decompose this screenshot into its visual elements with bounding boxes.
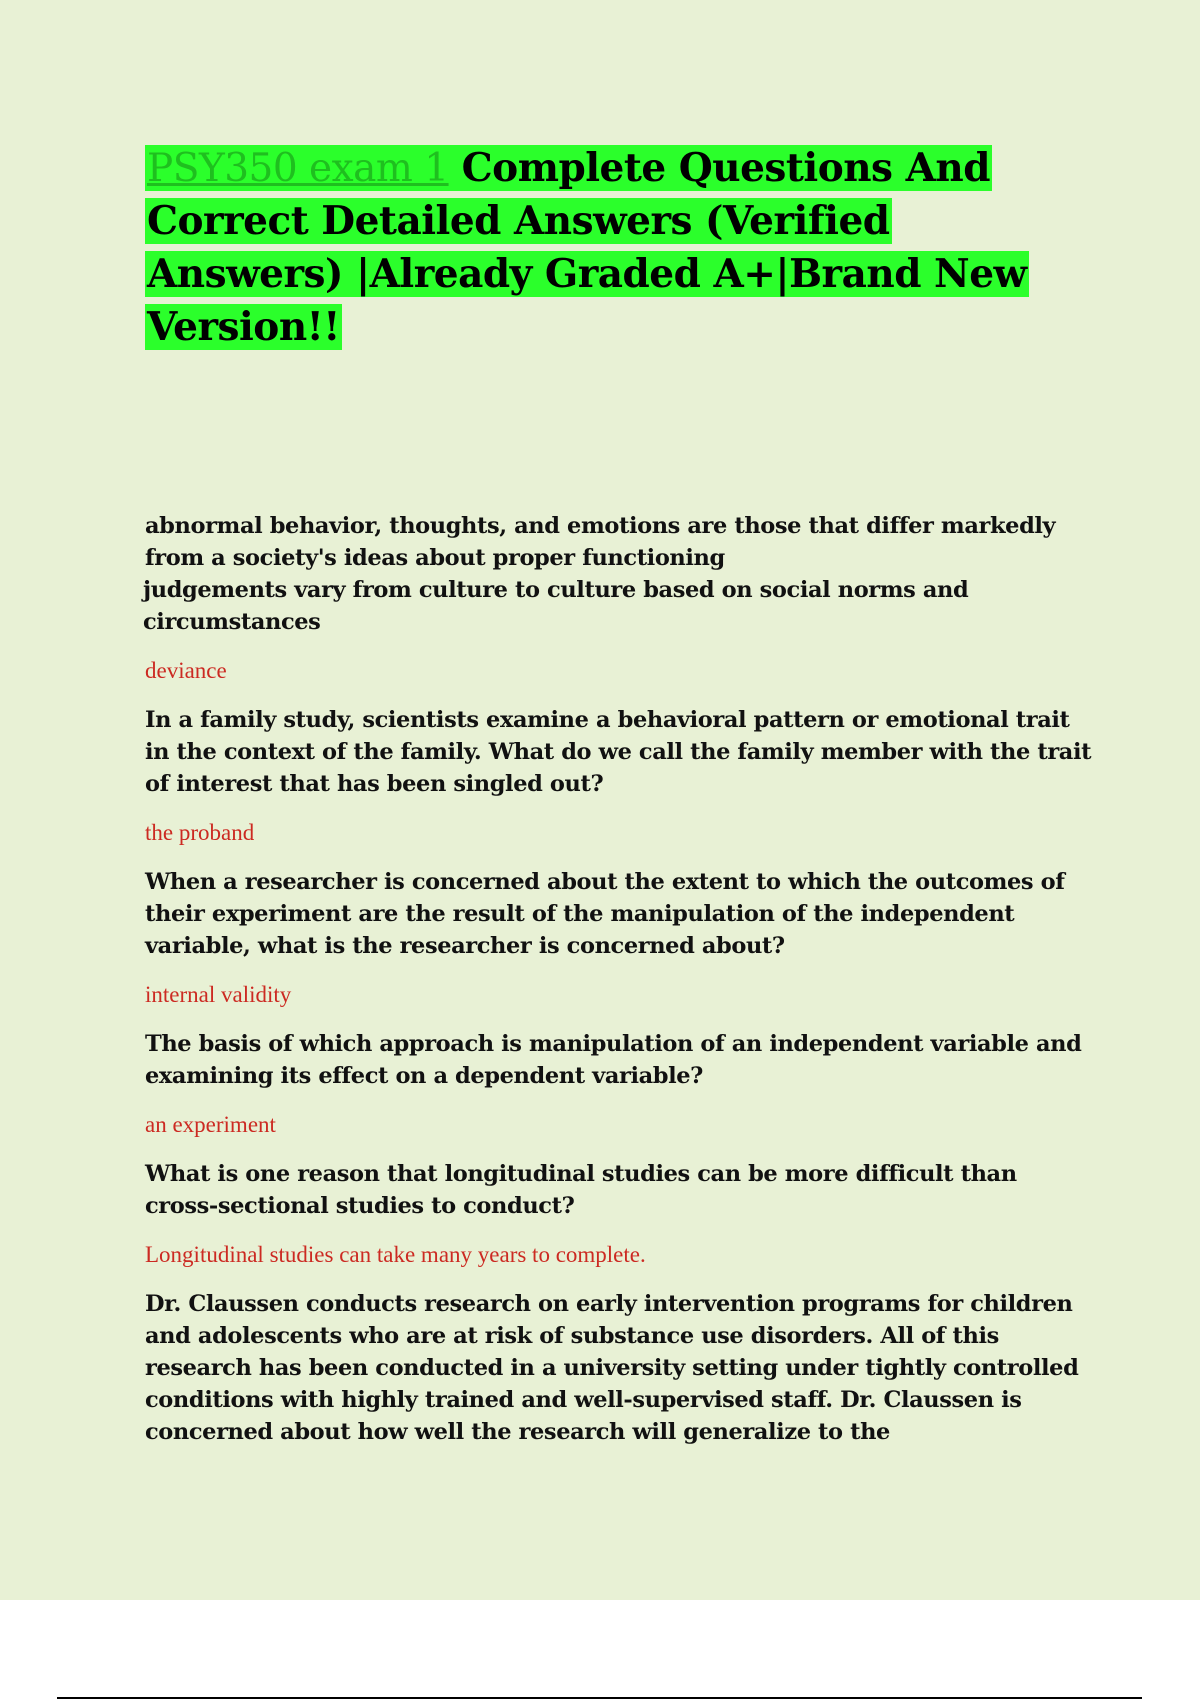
answer-text: internal validity [145,982,292,1007]
answer-text: deviance [145,658,227,683]
question-text: What is one reason that longitudinal studies can be more difficult than cross-sectional studies to conduct? [145,1161,1017,1219]
question-text: The basis of which approach is manipulation of an independent variable and examining its effect on a dependent variable? [145,1031,1082,1089]
answer-text: the proband [145,820,255,845]
title-text: Complete Questions And Correct Detailed Answers (Verified Answers) |Already Graded A+|Brand New Version!! [147,145,1027,350]
intro-line-1: abnormal behavior, thoughts, and emotions are those that differ markedly from a society's ideas about proper functioning [145,513,1056,571]
document-body [145,510,1095,1466]
intro-line-2: judgements vary from culture to culture based on social norms and circumstances [143,577,969,635]
answer-text: an experiment [145,1112,276,1137]
title-course-link[interactable]: PSY350 exam 1 [147,146,449,191]
answer-text: Longitudinal studies can take many years to complete. [145,1242,646,1267]
question-text: When a researcher is concerned about the extent to which the outcomes of their experiment are the result of the manipulation of the independent variable, what is the researcher is concerned about? [145,869,1065,959]
question-text: Dr. Claussen conducts research on early intervention programs for children and adolescents who are at risk of substance use disorders. All of this research has been conducted in a university setting under tightly controlled conditions with highly trained and well-supervised staff. Dr. Claussen is concerned about how well the research will generalize to the [145,1291,1079,1445]
question-text: In a family study, scientists examine a behavioral pattern or emotional trait in the context of the family. What do we call the family member with the trait of interest that has been singled out? [145,707,1092,797]
footer-divider [57,1697,1142,1699]
document-title [145,142,1095,354]
intro-paragraph [145,510,1095,638]
